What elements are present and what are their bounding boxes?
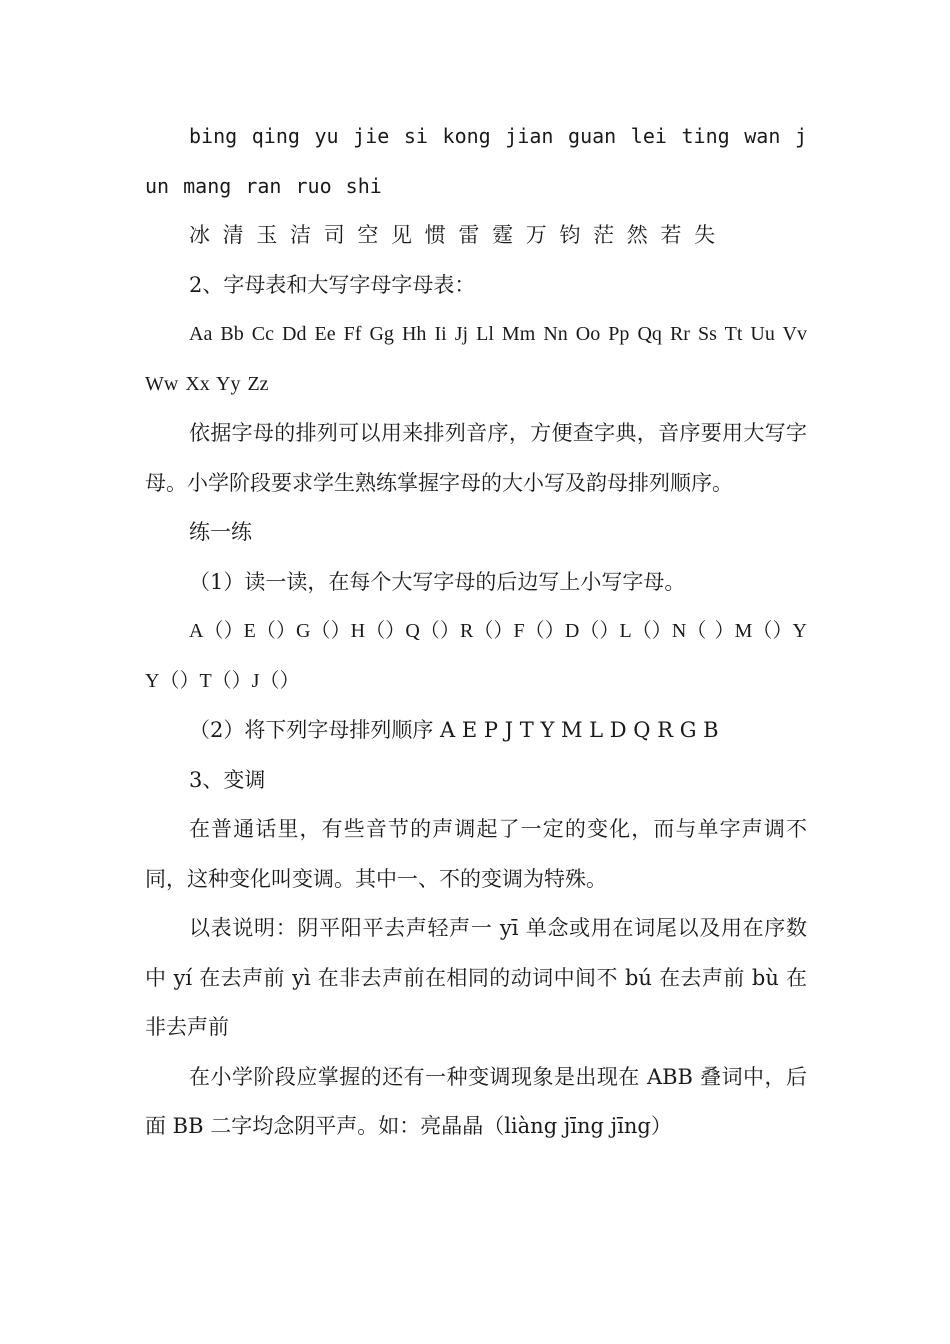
pinyin-line: bing qing yu jie si kong jian guan lei ting wan jun mang ran ruo shi (145, 124, 807, 198)
section-heading-tone-change: 3、变调 (189, 767, 266, 792)
paragraph-tone-table: 以表说明：阴平阳平去声轻声一 yī 单念或用在词尾以及用在序数中 yí 在去声前 yì 在非去声前在相同的动词中间不 bú 在去声前 bù 在非去声前 (145, 916, 807, 1039)
section-heading-alphabet: 2、字母表和大写字母字母表： (189, 272, 476, 297)
exercise-2-instruction: （2）将下列字母排列顺序 A E P J T Y M L D Q R G B (189, 718, 719, 742)
idiom-characters: 冰 清 玉 洁 司 空 见 惯 雷 霆 万 钧 茫 然 若 失 (189, 223, 716, 247)
paragraph-tone-change: 在普通话里，有些音节的声调起了一定的变化，而与单字声调不同，这种变化叫变调。其中一、不的变调为特殊。 (145, 817, 807, 891)
paragraph-letter-order: 依据字母的排列可以用来排列音序，方便查字典，音序要用大写字母。小学阶段要求学生熟练掌握字母的大小写及韵母排列顺序。 (145, 421, 807, 495)
practice-title: 练一练 (189, 520, 252, 544)
document-page (145, 112, 807, 1152)
exercise-1-letters: A（）E（）G（）H（）Q（）R（）F（）D（）L（）N（ ）M（）YY（）T（）J（） (145, 620, 807, 692)
paragraph-abb-words: 在小学阶段应掌握的还有一种变调现象是出现在 ABB 叠词中，后面 BB 二字均念阴平声。如：亮晶晶（liàng jīng jīng） (145, 1064, 807, 1138)
alphabet-list: Aa Bb Cc Dd Ee Ff Gg Hh Ii Jj Ll Mm Nn Oo Pp Qq Rr Ss Tt Uu Vv Ww Xx Yy Zz (145, 323, 807, 395)
exercise-1-instruction: （1）读一读，在每个大写字母的后边写上小写字母。 (189, 569, 686, 594)
